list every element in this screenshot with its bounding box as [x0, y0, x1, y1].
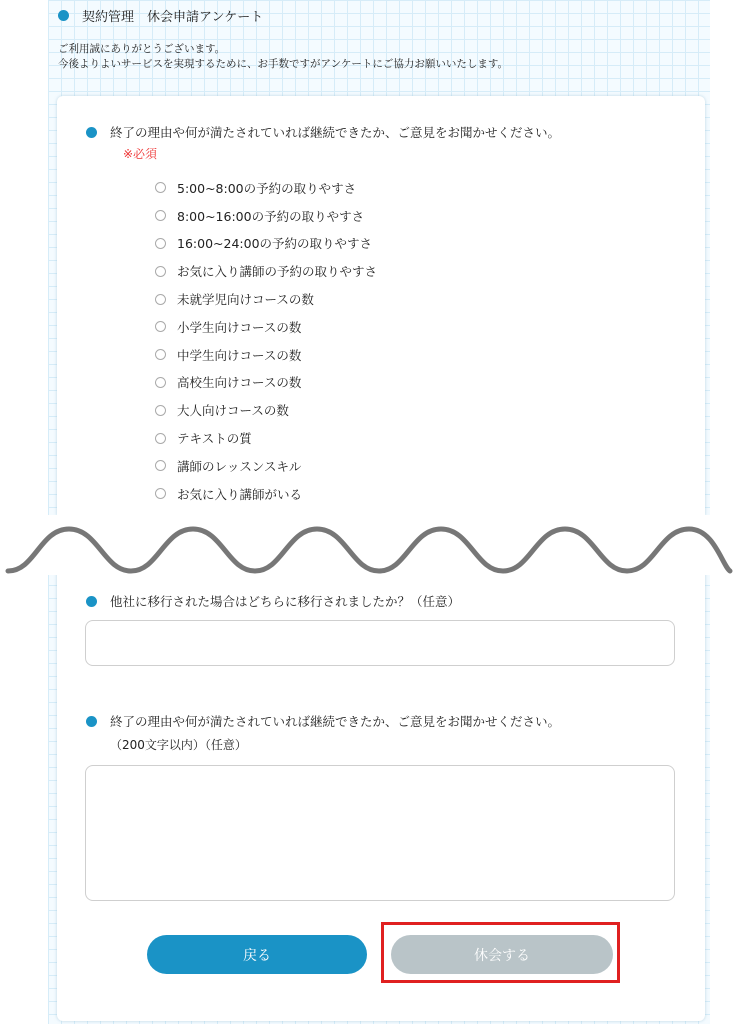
- option-item[interactable]: [155, 396, 377, 424]
- page-title: 契約管理 休会申請アンケート: [82, 10, 264, 25]
- radio-button[interactable]: [155, 294, 166, 305]
- bullet-icon: [86, 596, 97, 607]
- back-button[interactable]: 戻る: [147, 935, 367, 974]
- question-2-label: 他社に移行された場合はどちらに移行されましたか？（任意）: [110, 594, 461, 609]
- option-item[interactable]: [155, 230, 377, 258]
- option-item[interactable]: [155, 424, 377, 452]
- question-1-label: 終了の理由や何が満たされていれば継続できたか、ご意見をお聞かせください。: [110, 125, 561, 140]
- option-item[interactable]: [155, 480, 377, 508]
- section-break-wave: [0, 515, 737, 575]
- page-header: [58, 6, 263, 25]
- radio-button[interactable]: [155, 182, 166, 193]
- other-company-input[interactable]: [85, 620, 675, 666]
- intro-text: [58, 42, 508, 72]
- intro-line-1: ご利用誠にありがとうございます。: [58, 43, 226, 55]
- feedback-textarea[interactable]: [85, 765, 675, 901]
- radio-button[interactable]: [155, 266, 166, 277]
- option-item[interactable]: [155, 369, 377, 397]
- option-label: 8:00~16:00の予約の取りやすさ: [177, 208, 365, 224]
- radio-button[interactable]: [155, 488, 166, 499]
- option-item[interactable]: [155, 202, 377, 230]
- question-1-options: [155, 174, 377, 508]
- suspend-button[interactable]: 休会する: [391, 935, 613, 974]
- highlight-box: [381, 922, 620, 983]
- option-label: 小学生向けコースの数: [177, 319, 302, 335]
- option-item[interactable]: [155, 341, 377, 369]
- radio-button[interactable]: [155, 377, 166, 388]
- question-2-title: [86, 592, 460, 610]
- question-3-title: [86, 712, 560, 730]
- question-3-label: 終了の理由や何が満たされていれば継続できたか、ご意見をお聞かせください。: [110, 714, 561, 729]
- option-label: 高校生向けコースの数: [177, 375, 302, 391]
- question-3-note: （200文字以内）（任意）: [110, 738, 247, 752]
- radio-button[interactable]: [155, 433, 166, 444]
- bullet-icon: [58, 10, 69, 21]
- required-mark: ※必須: [123, 147, 158, 161]
- option-label: お気に入り講師がいる: [177, 486, 303, 502]
- option-label: 5:00~8:00の予約の取りやすさ: [177, 180, 357, 196]
- option-item[interactable]: [155, 313, 377, 341]
- radio-button[interactable]: [155, 405, 166, 416]
- option-item[interactable]: [155, 174, 377, 202]
- option-label: 中学生向けコースの数: [177, 347, 302, 363]
- option-label: 未就学児向けコースの数: [177, 292, 314, 308]
- radio-button[interactable]: [155, 321, 166, 332]
- radio-button[interactable]: [155, 238, 166, 249]
- option-label: テキストの質: [177, 431, 252, 447]
- option-label: 大人向けコースの数: [177, 403, 289, 419]
- option-label: 講師のレッスンスキル: [177, 458, 302, 474]
- question-1-title: [86, 123, 560, 141]
- option-item[interactable]: [155, 452, 377, 480]
- radio-button[interactable]: [155, 460, 166, 471]
- option-item[interactable]: [155, 285, 377, 313]
- bullet-icon: [86, 716, 97, 727]
- option-label: 16:00~24:00の予約の取りやすさ: [177, 236, 373, 252]
- radio-button[interactable]: [155, 349, 166, 360]
- bullet-icon: [86, 127, 97, 138]
- option-item[interactable]: [155, 257, 377, 285]
- radio-button[interactable]: [155, 210, 166, 221]
- option-label: お気に入り講師の予約の取りやすさ: [177, 264, 378, 280]
- intro-line-2: 今後よりよいサービスを実現するために、お手数ですがアンケートにご協力お願いいたします。: [58, 58, 509, 70]
